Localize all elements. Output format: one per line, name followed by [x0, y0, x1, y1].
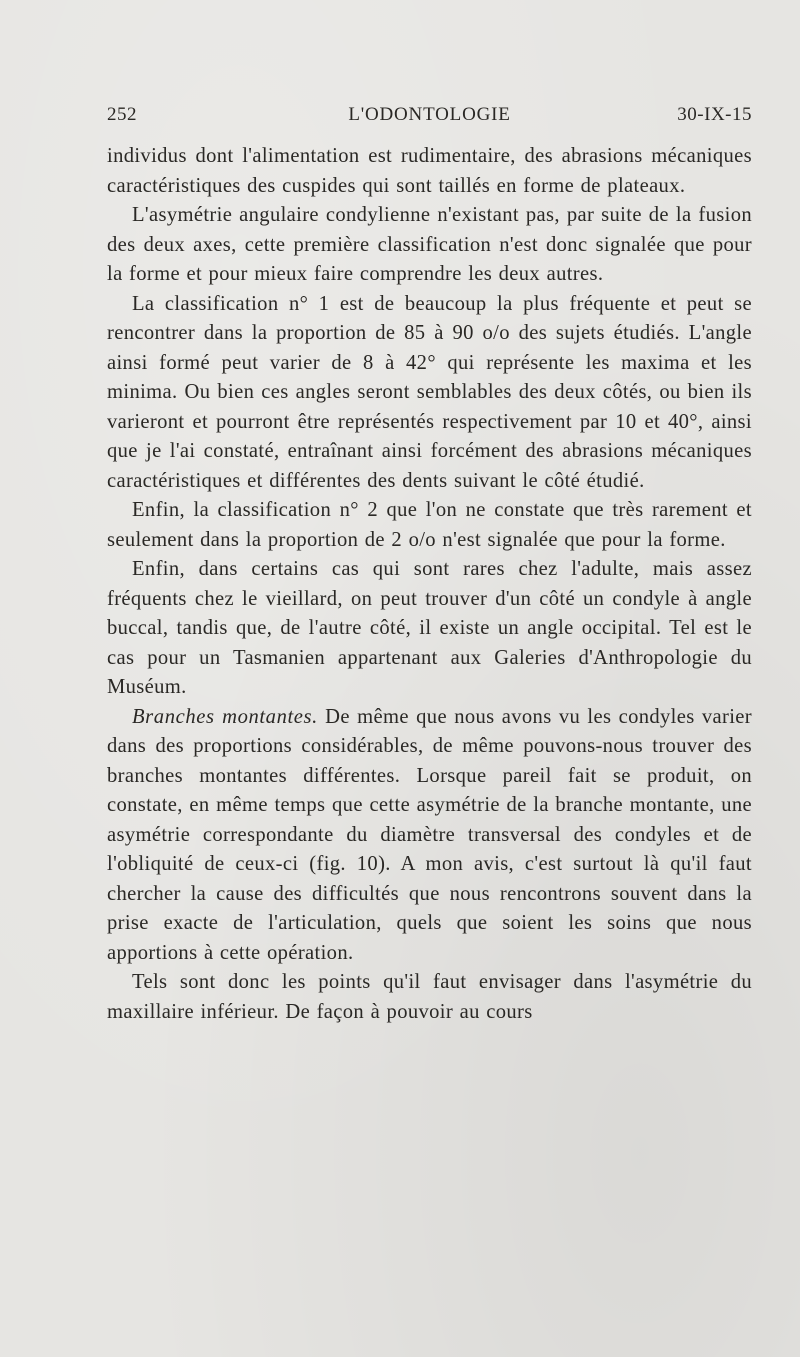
issue-date: 30-IX-15: [677, 104, 752, 125]
paragraph-continuation: individus dont l'alimentation est rudimentaire, des abrasions mécaniques caractéristiques des cuspides qui sont taillés en forme de plateaux.: [107, 145, 752, 197]
paragraph-classification-1: La classification n° 1 est de beaucoup la plus fréquente et peut se rencontrer dans la proportion de 85 à 90 o/o des sujets étudiés. L'angle ainsi formé peut varier de 8 à 42° qui représente les maxima et les minima. Ou bien ces angles seront semblables des deux côtés, ou bien ils varieront et pourront être représentés respectivement par 10 et 40°, ainsi que je l'ai constaté, entraînant ainsi forcément des abrasions mécaniques caractéristiques et différentes des dents suivant le côté étudié.: [107, 292, 752, 492]
paragraph-conclusion: Tels sont donc les points qu'il faut envisager dans l'asymétrie du maxillaire inférieur. De façon à pouvoir au cours: [107, 971, 752, 1023]
page-header: [107, 104, 752, 130]
paragraph-mixed-condyles: Enfin, dans certains cas qui sont rares chez l'adulte, mais assez fréquents chez le vieillard, on peut trouver d'un côté un condyle à angle buccal, tandis que, de l'autre côté, il existe un angle occipital. Tel est le cas pour un Tasmanien appartenant aux Galeries d'Anthropologie du Muséum.: [107, 558, 752, 698]
paragraph-branches-montantes-text: De même que nous avons vu les condyles varier dans des proportions considérables, de même pouvons-nous trouver des branches montantes différentes. Lorsque pareil fait se produit, on constate, en même temps que cette asymétrie de la branche montante, une asymétrie correspondante du diamètre transversal des condyles et de l'obliquité de ceux-ci (fig. 10). A mon avis, c'est surtout là qu'il faut chercher la cause des difficultés que nous rencontrons souvent dans la prise exacte de l'articulation, quels que soient les soins que nous apportions à cette opération.: [107, 705, 752, 964]
paragraph-asymmetry-classification: L'asymétrie angulaire condylienne n'existant pas, par suite de la fusion des deux axes, cette première classification n'est donc signalée que pour la forme et pour mieux faire comprendre les deux autres.: [107, 204, 752, 285]
paragraph-branches-montantes: [107, 703, 752, 969]
body-text: [107, 142, 752, 1027]
running-title: L'ODONTOLOGIE: [348, 104, 511, 125]
section-lead-branches-montantes: Branches montantes.: [132, 705, 318, 728]
paragraph-classification-2: Enfin, la classification n° 2 que l'on ne constate que très rarement et seulement dans la proportion de 2 o/o n'est signalée que pour la forme.: [107, 499, 752, 551]
page-number: 252: [107, 104, 137, 125]
